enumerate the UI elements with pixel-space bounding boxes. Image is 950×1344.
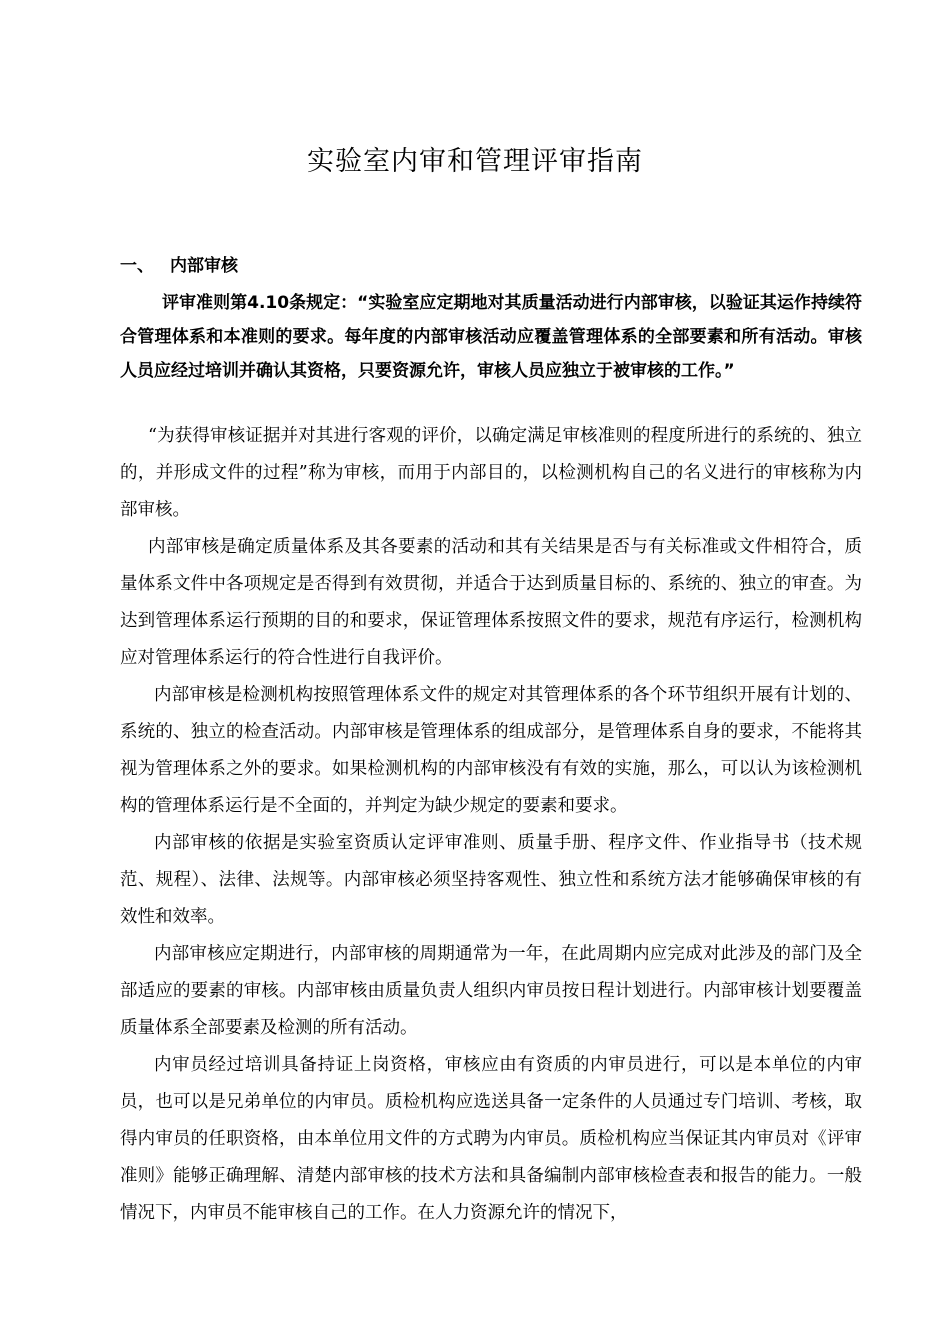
body-paragraph: “为获得审核证据并对其进行客观的评价，以确定满足审核准则的程度所进行的系统的、独立的，并形成文件的过程”称为审核，而用于内部目的，以检测机构自己的名义进行的审核称为内部审核。 — [120, 426, 862, 520]
section-number: 一、 — [120, 256, 154, 276]
section-heading — [120, 253, 238, 279]
document-title: 实验室内审和管理评审指南 — [307, 146, 643, 177]
regulation-quote-paragraph: 评审准则第4.10条规定：“实验室应定期地对其质量活动进行内部审核，以验证其运作持续符合管理体系和本准则的要求。每年度的内部审核活动应覆盖管理体系的全部要素和所有活动。审核人员应经过培训并确认其资格，只要资源允许，审核人员应独立于被审核的工作。” — [120, 293, 862, 381]
body-paragraph: 内部审核是确定质量体系及其各要素的活动和其有关结果是否与有关标准或文件相符合，质量体系文件中各项规定是否得到有效贯彻，并适合于达到质量目标的、系统的、独立的审查。为达到管理体系运行预期的目的和要求，保证管理体系按照文件的要求，规范有序运行，检测机构应对管理体系运行的符合性进行自我评价。 — [120, 537, 862, 668]
body-paragraph: 内部审核是检测机构按照管理体系文件的规定对其管理体系的各个环节组织开展有计划的、系统的、独立的检查活动。内部审核是管理体系的组成部分，是管理体系自身的要求，不能将其视为管理体系之外的要求。如果检测机构的内部审核没有有效的实施，那么，可以认为该检测机构的管理体系运行是不全面的，并判定为缺少规定的要素和要求。 — [120, 685, 862, 816]
section-title: 内部审核 — [170, 256, 238, 276]
body-paragraph: 内部审核的依据是实验室资质认定评审准则、质量手册、程序文件、作业指导书（技术规范、规程）、法律、法规等。内部审核必须坚持客观性、独立性和系统方法才能够确保审核的有效性和效率。 — [120, 833, 862, 927]
body-paragraph: 内部审核应定期进行，内部审核的周期通常为一年，在此周期内应完成对此涉及的部门及全部适应的要素的审核。内部审核由质量负责人组织内审员按日程计划进行。内部审核计划要覆盖质量体系全部要素及检测的所有活动。 — [120, 944, 862, 1038]
body-paragraph: 内审员经过培训具备持证上岗资格，审核应由有资质的内审员进行，可以是本单位的内审员，也可以是兄弟单位的内审员。质检机构应选送具备一定条件的人员通过专门培训、考核，取得内审员的任职资格，由本单位用文件的方式聘为内审员。质检机构应当保证其内审员对《评审准则》能够正确理解、清楚内部审核的技术方法和具备编制内部审核检查表和报告的能力。一般情况下，内审员不能审核自己的工作。在人力资源允许的情况下， — [120, 1055, 862, 1223]
